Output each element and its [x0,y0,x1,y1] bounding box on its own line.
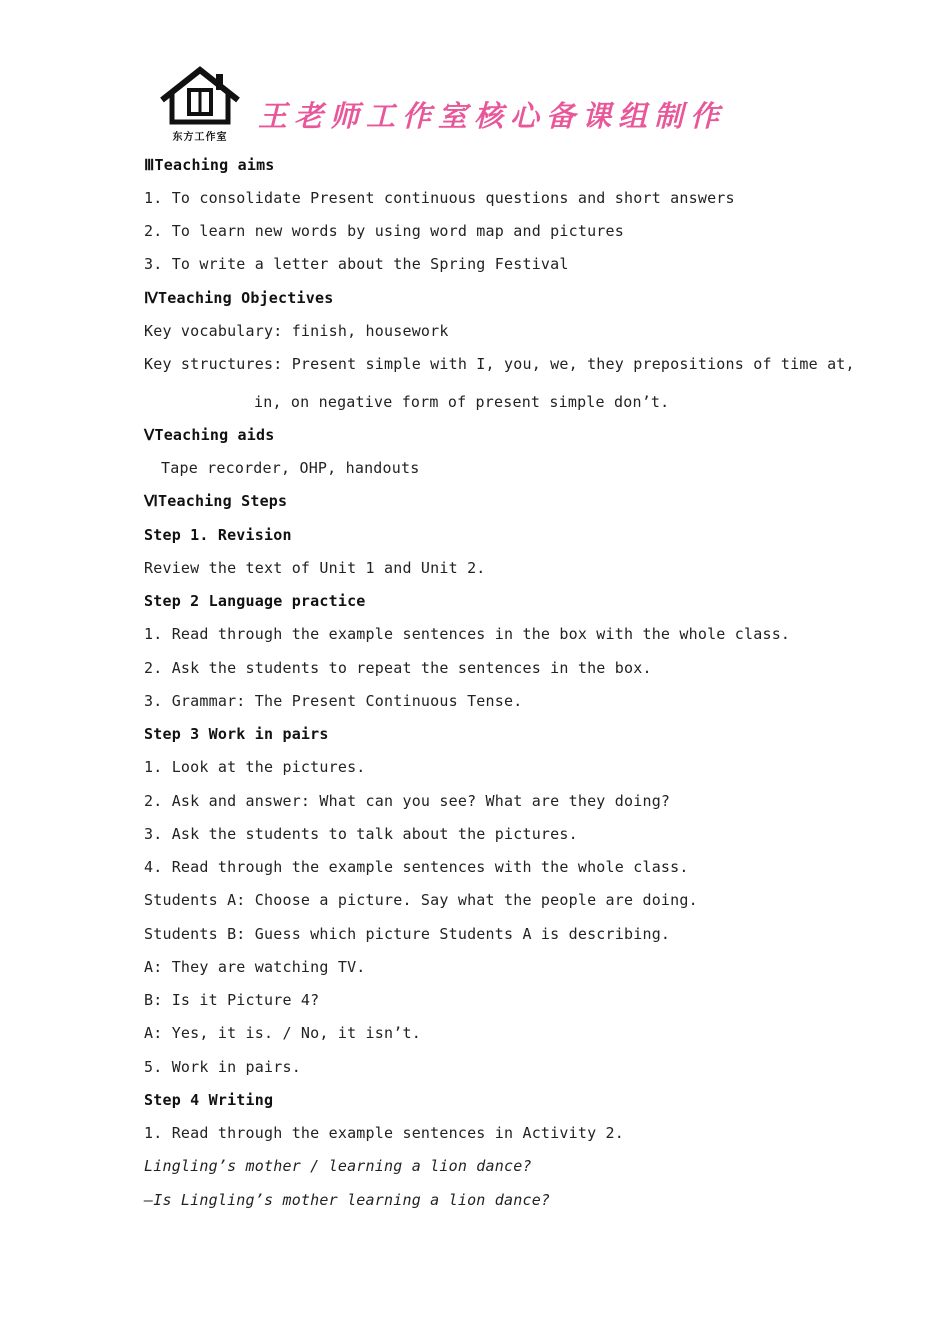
section-heading-objectives: ⅣTeaching Objectives [144,289,334,307]
step-1-heading: Step 1. Revision [144,526,292,544]
section-heading-teaching-aids: ⅤTeaching aids [144,426,275,444]
dialogue-line-a2: A: Yes, it is. / No, it isn’t. [144,1024,421,1042]
page-header [158,66,798,146]
aim-item-3: 3. To write a letter about the Spring Festival [144,255,569,273]
example-prompt: Lingling’s mother / learning a lion dance? [144,1157,532,1175]
teaching-aids-list: Tape recorder, OHP, handouts [161,459,420,477]
step-2-item-1: 1. Read through the example sentences in the box with the whole class. [144,625,791,643]
step-2-heading: Step 2 Language practice [144,592,366,610]
key-structures: Key structures: Present simple with I, you, we, they prepositions of time at, [144,355,855,373]
step-3-item-5: 5. Work in pairs. [144,1058,301,1076]
section-heading-teaching-steps: ⅥTeaching Steps [144,492,288,510]
step-1-text: Review the text of Unit 1 and Unit 2. [144,559,486,577]
step-2-item-3: 3. Grammar: The Present Continuous Tense. [144,692,523,710]
example-question: —Is Lingling’s mother learning a lion dance? [144,1191,551,1209]
dialogue-line-b: B: Is it Picture 4? [144,991,320,1009]
step-4-heading: Step 4 Writing [144,1091,274,1109]
aim-item-2: 2. To learn new words by using word map and pictures [144,222,624,240]
students-a-instruction: Students A: Choose a picture. Say what the people are doing. [144,891,698,909]
section-heading-teaching-aims: ⅢTeaching aims [144,156,275,174]
aim-item-1: 1. To consolidate Present continuous questions and short answers [144,189,735,207]
step-4-item-1: 1. Read through the example sentences in Activity 2. [144,1124,624,1142]
students-b-instruction: Students B: Guess which picture Students A is describing. [144,925,671,943]
step-3-item-2: 2. Ask and answer: What can you see? What are they doing? [144,792,671,810]
step-3-heading: Step 3 Work in pairs [144,725,329,743]
dialogue-line-a1: A: They are watching TV. [144,958,366,976]
studio-banner: 王老师工作室核心备课组制作 [258,99,727,133]
logo-caption: 东方工作室 [172,132,228,143]
step-3-item-4: 4. Read through the example sentences with the whole class. [144,858,689,876]
key-vocabulary: Key vocabulary: finish, housework [144,322,449,340]
key-structures-continued: in, on negative form of present simple don’t. [254,393,670,411]
step-3-item-1: 1. Look at the pictures. [144,758,366,776]
step-3-item-3: 3. Ask the students to talk about the pictures. [144,825,578,843]
step-2-item-2: 2. Ask the students to repeat the sentences in the box. [144,659,652,677]
